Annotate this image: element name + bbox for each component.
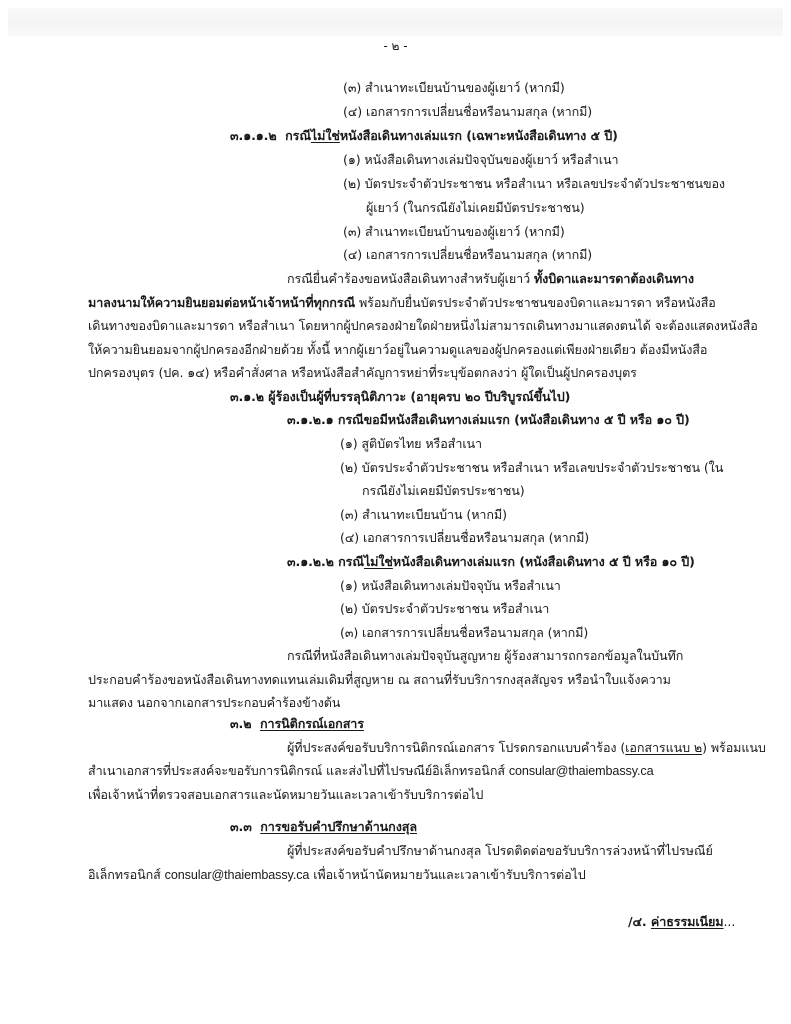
heading-emphasis: ไม่ใช่: [310, 128, 340, 143]
section-title: การนิติกรณ์เอกสาร: [259, 716, 364, 731]
section-heading-3-1-1-2: [230, 127, 618, 145]
list-item: (๒) บัตรประจำตัวประชาชน หรือสำเนา หรือเลขประจำตัวประชาชนของ: [343, 176, 725, 191]
heading-emphasis: ไม่ใช่: [363, 554, 393, 569]
paragraph-emphasis: มาลงนามให้ความยินยอมต่อหน้าเจ้าหน้าที่ทุกกรณี: [88, 295, 356, 310]
continuation-next-heading: ค่าธรรมเนียม: [650, 914, 724, 929]
list-item: (๓) สำเนาทะเบียนบ้านของผู้เยาว์ (หากมี): [343, 80, 565, 95]
section-title: การขอรับคำปรึกษาด้านกงสุล: [260, 819, 417, 834]
list-item: (๒) บัตรประจำตัวประชาชน หรือสำเนา: [340, 601, 550, 616]
paragraph-text: ผู้ที่ประสงค์ขอรับบริการนิติกรณ์เอกสาร โปรดกรอกแบบคำร้อง (: [287, 740, 626, 755]
section-heading-3-1-2: ๓.๑.๒ ผู้ร้องเป็นผู้ที่บรรลุนิติภาวะ (อายุครบ ๒๐ ปีบริบูรณ์ขึ้นไป): [230, 389, 571, 404]
paragraph-line: ให้ความยินยอมจากผู้ปกครองอีกฝ่ายด้วย ทั้งนี้ หากผู้เยาว์อยู่ในความดูแลของผู้ปกครองแต่เพียงฝ่ายเดียว ต้องมีหนังสือ: [88, 342, 708, 357]
paragraph-text: สำเนาเอกสารที่ประสงค์จะขอรับการนิติกรณ์ และส่งไปที่ไปรษณีย์อิเล็กทรอนิกส์: [88, 763, 509, 778]
paragraph-line: ผู้ที่ประสงค์ขอรับคำปรึกษาด้านกงสุล โปรดติดต่อขอรับบริการล่วงหน้าที่ไปรษณีย์: [287, 843, 713, 858]
paragraph-text: กรณียื่นคำร้องขอหนังสือเดินทางสำหรับผู้เยาว์: [287, 271, 534, 286]
paragraph-line: เพื่อเจ้าหน้าที่ตรวจสอบเอกสารและนัดหมายวันและเวลาเข้ารับบริการต่อไป: [88, 787, 484, 802]
continuation-marker: [628, 913, 735, 931]
section-heading-3-1-2-2: [287, 553, 695, 571]
list-item: (๒) บัตรประจำตัวประชาชน หรือสำเนา หรือเลขประจำตัวประชาชน (ใน: [340, 460, 724, 475]
paragraph-text: เพื่อเจ้าหน้านัดหมายวันและเวลาเข้ารับบริการต่อไป: [309, 867, 586, 882]
attachment-reference: เอกสารแนบ ๒: [625, 740, 703, 755]
heading-text: หนังสือเดินทางเล่มแรก (หนังสือเดินทาง ๕ ปี หรือ ๑๐ ปี): [392, 554, 695, 569]
list-item: (๓) สำเนาทะเบียนบ้าน (หากมี): [340, 507, 507, 522]
paragraph-line: เดินทางของบิดาและมารดา หรือสำเนา โดยหากผู้ปกครองฝ่ายใดฝ่ายหนึ่งไม่สามารถเดินทางมาแสดงตนได้ จะต้องแสดงหนังสือ: [88, 318, 758, 333]
paragraph-line: ประกอบคำร้องขอหนังสือเดินทางทดแทนเล่มเดิมที่สูญหาย ณ สถานที่รับบริการกงสุลสัญจร หรือนำใบแจ้งความ: [88, 672, 671, 687]
section-number: ๓.๓: [230, 819, 252, 834]
list-item: (๔) เอกสารการเปลี่ยนชื่อหรือนามสกุล (หากมี): [343, 247, 593, 262]
scan-artifact-band: [8, 8, 783, 36]
paragraph-text: ) พร้อมแนบ: [702, 740, 766, 755]
section-number: ๓.๑.๑.๒: [230, 128, 277, 143]
section-number: ๓.๑.๒.๒: [287, 554, 334, 569]
section-number: ๓.๒: [230, 716, 252, 731]
heading-text: กรณี: [338, 554, 364, 569]
list-item: (๓) สำเนาทะเบียนบ้านของผู้เยาว์ (หากมี): [343, 224, 565, 239]
paragraph-line: ปกครองบุตร (ปค. ๑๔) หรือคำสั่งศาล หรือหนังสือสำคัญการหย่าที่ระบุข้อตกลงว่า ผู้ใดเป็นผู้ปกครองบุตร: [88, 365, 637, 380]
list-item-continuation: ผู้เยาว์ (ในกรณียังไม่เคยมีบัตรประชาชน): [366, 200, 585, 215]
paragraph-line: [88, 866, 586, 884]
email-address: consular@thaiembassy.ca: [508, 764, 654, 778]
paragraph-line: [287, 739, 766, 757]
section-heading-3-1-2-1: ๓.๑.๒.๑ กรณีขอมีหนังสือเดินทางเล่มแรก (หนังสือเดินทาง ๕ ปี หรือ ๑๐ ปี): [287, 412, 690, 427]
heading-text: หนังสือเดินทางเล่มแรก (เฉพาะหนังสือเดินทาง ๕ ปี): [339, 128, 618, 143]
page-number: - ๒ -: [383, 39, 408, 53]
paragraph-line: มาแสดง นอกจากเอกสารประกอบคำร้องข้างต้น: [88, 695, 341, 710]
heading-text: กรณี: [285, 128, 311, 143]
list-item-continuation: กรณียังไม่เคยมีบัตรประชาชน): [362, 483, 525, 498]
list-item: (๔) เอกสารการเปลี่ยนชื่อหรือนามสกุล (หากมี): [340, 530, 590, 545]
paragraph-emphasis: ทั้งบิดาและมารดาต้องเดินทาง: [533, 271, 694, 286]
continuation-prefix: /๔.: [628, 914, 651, 929]
paragraph-line: [88, 294, 716, 312]
section-heading-3-2: [230, 715, 364, 733]
list-item: (๓) เอกสารการเปลี่ยนชื่อหรือนามสกุล (หากมี): [340, 625, 589, 640]
list-item: (๑) หนังสือเดินทางเล่มปัจจุบัน หรือสำเนา: [340, 578, 561, 593]
continuation-ellipsis: ...: [723, 914, 736, 929]
list-item: (๑) หนังสือเดินทางเล่มปัจจุบันของผู้เยาว์ หรือสำเนา: [343, 152, 619, 167]
paragraph-text: อิเล็กทรอนิกส์: [88, 867, 165, 882]
list-item: (๑) สูติบัตรไทย หรือสำเนา: [340, 436, 483, 451]
email-address: consular@thaiembassy.ca: [164, 868, 310, 882]
section-heading-3-3: [230, 818, 417, 836]
list-item: (๔) เอกสารการเปลี่ยนชื่อหรือนามสกุล (หากมี): [343, 104, 593, 119]
paragraph-line: กรณีที่หนังสือเดินทางเล่มปัจจุบันสูญหาย ผู้ร้องสามารถกรอกข้อมูลในบันทึก: [287, 648, 684, 663]
paragraph-text: พร้อมกับยื่นบัตรประจำตัวประชาชนของบิดาและมารดา หรือหนังสือ: [355, 295, 716, 310]
paragraph-line: [287, 270, 694, 288]
paragraph-line: [88, 762, 653, 780]
